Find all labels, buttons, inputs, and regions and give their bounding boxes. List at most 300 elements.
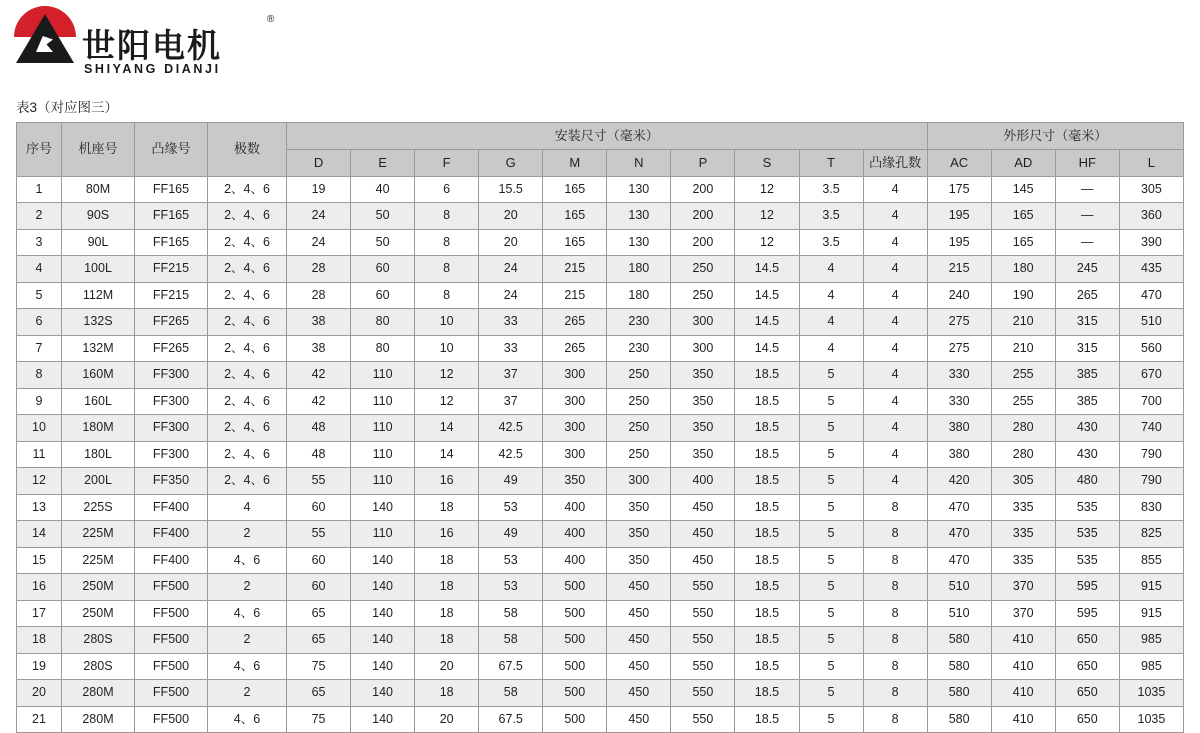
cell-poles: 4 xyxy=(208,494,287,521)
cell-flange-no: FF265 xyxy=(135,309,208,336)
cell-poles: 2、4、6 xyxy=(208,203,287,230)
cell-dim-t: 5 xyxy=(799,388,863,415)
cell-dim-d: 42 xyxy=(287,362,351,389)
cell-dim-p: 350 xyxy=(671,388,735,415)
cell-dim-ad: 165 xyxy=(991,229,1055,256)
cell-dim-ac: 380 xyxy=(927,441,991,468)
header-dim-hf: HF xyxy=(1055,150,1119,177)
cell-seq: 20 xyxy=(17,680,62,707)
cell-dim-l: 305 xyxy=(1119,176,1183,203)
cell-dim-f: 18 xyxy=(415,574,479,601)
cell-dim-g: 53 xyxy=(479,494,543,521)
table-row xyxy=(17,706,1184,733)
cell-dim-m: 500 xyxy=(543,574,607,601)
cell-frame-no: 225M xyxy=(62,547,135,574)
header-dim-ad: AD xyxy=(991,150,1055,177)
cell-dim-t: 5 xyxy=(799,547,863,574)
cell-seq: 19 xyxy=(17,653,62,680)
cell-flange-no: FF500 xyxy=(135,574,208,601)
cell-dim-hf: — xyxy=(1055,229,1119,256)
cell-seq: 5 xyxy=(17,282,62,309)
cell-dim-hf: 650 xyxy=(1055,706,1119,733)
cell-dim-hf: 245 xyxy=(1055,256,1119,283)
cell-dim-p: 550 xyxy=(671,680,735,707)
cell-dim-hf: 315 xyxy=(1055,335,1119,362)
cell-dim-m: 400 xyxy=(543,521,607,548)
cell-dim-s: 18.5 xyxy=(735,468,799,495)
cell-seq: 6 xyxy=(17,309,62,336)
cell-dim-ad: 255 xyxy=(991,388,1055,415)
cell-dim-ac: 275 xyxy=(927,309,991,336)
cell-dim-t: 3.5 xyxy=(799,176,863,203)
cell-frame-no: 250M xyxy=(62,574,135,601)
cell-dim-s: 18.5 xyxy=(735,415,799,442)
cell-dim-ac: 580 xyxy=(927,706,991,733)
cell-dim-f: 14 xyxy=(415,441,479,468)
cell-dim-s: 18.5 xyxy=(735,627,799,654)
table-row xyxy=(17,309,1184,336)
cell-dim-d: 55 xyxy=(287,468,351,495)
cell-dim-g: 58 xyxy=(479,627,543,654)
cell-dim-t: 5 xyxy=(799,680,863,707)
cell-flange-hole-count: 8 xyxy=(863,706,927,733)
header-dim-g: G xyxy=(479,150,543,177)
cell-flange-no: FF300 xyxy=(135,362,208,389)
cell-dim-l: 985 xyxy=(1119,627,1183,654)
cell-flange-hole-count: 4 xyxy=(863,335,927,362)
cell-dim-e: 110 xyxy=(351,388,415,415)
cell-dim-ad: 145 xyxy=(991,176,1055,203)
cell-dim-s: 14.5 xyxy=(735,335,799,362)
cell-dim-g: 42.5 xyxy=(479,415,543,442)
cell-dim-d: 75 xyxy=(287,706,351,733)
table-row xyxy=(17,415,1184,442)
cell-dim-n: 450 xyxy=(607,574,671,601)
cell-dim-m: 300 xyxy=(543,362,607,389)
cell-dim-ad: 210 xyxy=(991,335,1055,362)
cell-dim-hf: 315 xyxy=(1055,309,1119,336)
cell-seq: 2 xyxy=(17,203,62,230)
cell-dim-s: 18.5 xyxy=(735,680,799,707)
cell-dim-d: 38 xyxy=(287,335,351,362)
cell-dim-s: 12 xyxy=(735,229,799,256)
cell-poles: 4、6 xyxy=(208,706,287,733)
cell-seq: 7 xyxy=(17,335,62,362)
cell-dim-p: 200 xyxy=(671,229,735,256)
cell-dim-g: 49 xyxy=(479,468,543,495)
cell-flange-no: FF265 xyxy=(135,335,208,362)
cell-dim-n: 450 xyxy=(607,680,671,707)
cell-poles: 2、4、6 xyxy=(208,309,287,336)
cell-dim-s: 18.5 xyxy=(735,706,799,733)
header-dim-f: F xyxy=(415,150,479,177)
cell-dim-f: 8 xyxy=(415,282,479,309)
cell-dim-e: 140 xyxy=(351,653,415,680)
cell-dim-p: 550 xyxy=(671,627,735,654)
cell-flange-no: FF300 xyxy=(135,388,208,415)
cell-poles: 4、6 xyxy=(208,653,287,680)
cell-dim-n: 350 xyxy=(607,494,671,521)
cell-dim-t: 5 xyxy=(799,362,863,389)
header-dim-p: P xyxy=(671,150,735,177)
cell-dim-g: 53 xyxy=(479,547,543,574)
cell-dim-ad: 210 xyxy=(991,309,1055,336)
cell-dim-s: 18.5 xyxy=(735,494,799,521)
cell-flange-hole-count: 8 xyxy=(863,574,927,601)
cell-dim-n: 250 xyxy=(607,415,671,442)
cell-flange-hole-count: 8 xyxy=(863,494,927,521)
cell-dim-l: 825 xyxy=(1119,521,1183,548)
cell-frame-no: 132S xyxy=(62,309,135,336)
cell-flange-hole-count: 4 xyxy=(863,229,927,256)
cell-frame-no: 180M xyxy=(62,415,135,442)
cell-flange-no: FF500 xyxy=(135,627,208,654)
cell-dim-d: 38 xyxy=(287,309,351,336)
cell-dim-g: 20 xyxy=(479,229,543,256)
cell-dim-g: 67.5 xyxy=(479,653,543,680)
cell-dim-t: 5 xyxy=(799,494,863,521)
cell-dim-f: 8 xyxy=(415,203,479,230)
cell-dim-p: 400 xyxy=(671,468,735,495)
cell-dim-d: 60 xyxy=(287,574,351,601)
table-row xyxy=(17,335,1184,362)
cell-dim-l: 985 xyxy=(1119,653,1183,680)
header-group-outline: 外形尺寸（毫米） xyxy=(927,123,1183,150)
cell-dim-n: 230 xyxy=(607,335,671,362)
cell-dim-t: 5 xyxy=(799,653,863,680)
cell-dim-hf: — xyxy=(1055,203,1119,230)
table-row xyxy=(17,547,1184,574)
cell-dim-d: 48 xyxy=(287,441,351,468)
table-header-row-1 xyxy=(17,123,1184,150)
cell-dim-e: 110 xyxy=(351,415,415,442)
cell-dim-d: 65 xyxy=(287,627,351,654)
cell-dim-p: 550 xyxy=(671,653,735,680)
cell-dim-n: 300 xyxy=(607,468,671,495)
cell-flange-no: FF400 xyxy=(135,547,208,574)
cell-seq: 11 xyxy=(17,441,62,468)
cell-dim-hf: 430 xyxy=(1055,441,1119,468)
cell-dim-e: 60 xyxy=(351,256,415,283)
table-row xyxy=(17,203,1184,230)
cell-dim-f: 6 xyxy=(415,176,479,203)
cell-dim-ad: 190 xyxy=(991,282,1055,309)
cell-flange-hole-count: 8 xyxy=(863,600,927,627)
cell-dim-d: 28 xyxy=(287,256,351,283)
table-body xyxy=(17,176,1184,733)
cell-dim-n: 450 xyxy=(607,627,671,654)
cell-flange-hole-count: 4 xyxy=(863,203,927,230)
cell-dim-m: 300 xyxy=(543,388,607,415)
table-row xyxy=(17,574,1184,601)
cell-dim-l: 740 xyxy=(1119,415,1183,442)
cell-dim-ac: 420 xyxy=(927,468,991,495)
table-caption: 表3（对应图三） xyxy=(16,100,119,115)
cell-dim-p: 450 xyxy=(671,547,735,574)
cell-dim-ac: 510 xyxy=(927,600,991,627)
cell-dim-d: 42 xyxy=(287,388,351,415)
cell-flange-hole-count: 8 xyxy=(863,547,927,574)
logo-mark-icon xyxy=(14,6,76,68)
cell-dim-g: 37 xyxy=(479,388,543,415)
cell-dim-l: 470 xyxy=(1119,282,1183,309)
cell-dim-n: 130 xyxy=(607,203,671,230)
cell-poles: 2、4、6 xyxy=(208,282,287,309)
cell-dim-ac: 215 xyxy=(927,256,991,283)
cell-dim-e: 110 xyxy=(351,468,415,495)
cell-flange-no: FF400 xyxy=(135,494,208,521)
header-dim-m: M xyxy=(543,150,607,177)
cell-dim-ad: 335 xyxy=(991,494,1055,521)
cell-dim-m: 500 xyxy=(543,653,607,680)
table-row xyxy=(17,680,1184,707)
cell-poles: 2 xyxy=(208,574,287,601)
cell-dim-f: 10 xyxy=(415,335,479,362)
cell-dim-f: 12 xyxy=(415,388,479,415)
cell-frame-no: 250M xyxy=(62,600,135,627)
cell-dim-s: 18.5 xyxy=(735,574,799,601)
cell-frame-no: 225S xyxy=(62,494,135,521)
cell-dim-l: 855 xyxy=(1119,547,1183,574)
cell-dim-e: 110 xyxy=(351,521,415,548)
cell-dim-g: 67.5 xyxy=(479,706,543,733)
cell-flange-hole-count: 8 xyxy=(863,680,927,707)
cell-dim-s: 18.5 xyxy=(735,388,799,415)
cell-dim-d: 55 xyxy=(287,521,351,548)
cell-flange-no: FF500 xyxy=(135,706,208,733)
cell-frame-no: 225M xyxy=(62,521,135,548)
cell-dim-f: 14 xyxy=(415,415,479,442)
cell-frame-no: 160L xyxy=(62,388,135,415)
cell-dim-m: 265 xyxy=(543,335,607,362)
cell-flange-no: FF165 xyxy=(135,176,208,203)
cell-dim-ad: 165 xyxy=(991,203,1055,230)
cell-dim-d: 24 xyxy=(287,203,351,230)
cell-dim-g: 58 xyxy=(479,680,543,707)
cell-dim-hf: 650 xyxy=(1055,680,1119,707)
cell-dim-ad: 370 xyxy=(991,600,1055,627)
table-row xyxy=(17,441,1184,468)
cell-dim-s: 18.5 xyxy=(735,600,799,627)
cell-dim-e: 80 xyxy=(351,309,415,336)
cell-dim-f: 12 xyxy=(415,362,479,389)
cell-flange-no: FF300 xyxy=(135,415,208,442)
cell-dim-n: 250 xyxy=(607,388,671,415)
cell-dim-ac: 470 xyxy=(927,494,991,521)
cell-dim-l: 790 xyxy=(1119,468,1183,495)
specification-table xyxy=(16,122,1184,733)
cell-frame-no: 160M xyxy=(62,362,135,389)
cell-dim-e: 80 xyxy=(351,335,415,362)
cell-frame-no: 200L xyxy=(62,468,135,495)
header-dim-d: D xyxy=(287,150,351,177)
cell-dim-n: 450 xyxy=(607,706,671,733)
cell-poles: 4、6 xyxy=(208,547,287,574)
cell-dim-d: 75 xyxy=(287,653,351,680)
cell-dim-m: 165 xyxy=(543,176,607,203)
header-dim-t: T xyxy=(799,150,863,177)
cell-dim-ad: 305 xyxy=(991,468,1055,495)
cell-dim-p: 250 xyxy=(671,282,735,309)
header-poles: 极数 xyxy=(208,123,287,177)
spec-table-wrapper xyxy=(16,122,1184,733)
cell-dim-p: 550 xyxy=(671,600,735,627)
table-row xyxy=(17,600,1184,627)
cell-seq: 10 xyxy=(17,415,62,442)
cell-dim-hf: 430 xyxy=(1055,415,1119,442)
cell-dim-f: 16 xyxy=(415,468,479,495)
cell-flange-no: FF165 xyxy=(135,203,208,230)
cell-seq: 1 xyxy=(17,176,62,203)
cell-dim-hf: 265 xyxy=(1055,282,1119,309)
cell-poles: 2、4、6 xyxy=(208,229,287,256)
cell-dim-p: 200 xyxy=(671,176,735,203)
cell-dim-ac: 470 xyxy=(927,521,991,548)
cell-dim-f: 16 xyxy=(415,521,479,548)
cell-dim-d: 65 xyxy=(287,600,351,627)
cell-frame-no: 280S xyxy=(62,653,135,680)
cell-dim-g: 33 xyxy=(479,335,543,362)
cell-dim-g: 20 xyxy=(479,203,543,230)
cell-dim-t: 4 xyxy=(799,282,863,309)
header-dim-l: L xyxy=(1119,150,1183,177)
cell-seq: 3 xyxy=(17,229,62,256)
cell-dim-n: 250 xyxy=(607,362,671,389)
cell-dim-t: 5 xyxy=(799,441,863,468)
cell-dim-ad: 370 xyxy=(991,574,1055,601)
cell-dim-t: 4 xyxy=(799,309,863,336)
cell-dim-m: 265 xyxy=(543,309,607,336)
cell-dim-f: 18 xyxy=(415,627,479,654)
cell-poles: 2 xyxy=(208,680,287,707)
cell-dim-hf: 385 xyxy=(1055,388,1119,415)
cell-dim-n: 230 xyxy=(607,309,671,336)
cell-dim-e: 110 xyxy=(351,362,415,389)
cell-dim-l: 790 xyxy=(1119,441,1183,468)
cell-dim-t: 4 xyxy=(799,335,863,362)
cell-frame-no: 280S xyxy=(62,627,135,654)
cell-dim-g: 24 xyxy=(479,256,543,283)
header-group-install: 安装尺寸（毫米） xyxy=(287,123,928,150)
cell-dim-ac: 195 xyxy=(927,203,991,230)
cell-dim-g: 53 xyxy=(479,574,543,601)
cell-dim-l: 670 xyxy=(1119,362,1183,389)
cell-dim-p: 550 xyxy=(671,706,735,733)
cell-dim-l: 915 xyxy=(1119,600,1183,627)
cell-dim-hf: 650 xyxy=(1055,653,1119,680)
cell-dim-f: 18 xyxy=(415,494,479,521)
cell-dim-n: 350 xyxy=(607,521,671,548)
cell-dim-s: 18.5 xyxy=(735,441,799,468)
cell-dim-t: 5 xyxy=(799,600,863,627)
cell-frame-no: 100L xyxy=(62,256,135,283)
header-seq: 序号 xyxy=(17,123,62,177)
cell-dim-t: 5 xyxy=(799,415,863,442)
cell-dim-hf: 595 xyxy=(1055,600,1119,627)
cell-dim-f: 8 xyxy=(415,256,479,283)
cell-seq: 14 xyxy=(17,521,62,548)
cell-dim-l: 915 xyxy=(1119,574,1183,601)
cell-dim-g: 49 xyxy=(479,521,543,548)
cell-dim-hf: 535 xyxy=(1055,547,1119,574)
cell-seq: 4 xyxy=(17,256,62,283)
cell-dim-e: 40 xyxy=(351,176,415,203)
cell-flange-no: FF500 xyxy=(135,680,208,707)
cell-dim-ac: 580 xyxy=(927,627,991,654)
table-row xyxy=(17,282,1184,309)
cell-dim-ad: 335 xyxy=(991,521,1055,548)
cell-dim-n: 180 xyxy=(607,256,671,283)
cell-dim-m: 500 xyxy=(543,680,607,707)
table-head xyxy=(17,123,1184,177)
table-row xyxy=(17,229,1184,256)
cell-dim-s: 18.5 xyxy=(735,653,799,680)
table-row xyxy=(17,521,1184,548)
cell-dim-f: 18 xyxy=(415,680,479,707)
cell-dim-n: 450 xyxy=(607,653,671,680)
cell-dim-hf: 535 xyxy=(1055,494,1119,521)
cell-frame-no: 280M xyxy=(62,706,135,733)
cell-frame-no: 80M xyxy=(62,176,135,203)
cell-dim-ac: 580 xyxy=(927,653,991,680)
cell-poles: 2 xyxy=(208,627,287,654)
cell-poles: 2、4、6 xyxy=(208,388,287,415)
cell-dim-ad: 335 xyxy=(991,547,1055,574)
cell-dim-p: 350 xyxy=(671,415,735,442)
cell-frame-no: 280M xyxy=(62,680,135,707)
cell-dim-n: 130 xyxy=(607,176,671,203)
cell-flange-hole-count: 4 xyxy=(863,468,927,495)
cell-dim-g: 58 xyxy=(479,600,543,627)
cell-frame-no: 180L xyxy=(62,441,135,468)
cell-flange-no: FF300 xyxy=(135,441,208,468)
cell-seq: 15 xyxy=(17,547,62,574)
cell-dim-d: 60 xyxy=(287,547,351,574)
table-row xyxy=(17,388,1184,415)
cell-dim-f: 20 xyxy=(415,706,479,733)
cell-dim-s: 18.5 xyxy=(735,362,799,389)
cell-dim-e: 140 xyxy=(351,627,415,654)
cell-dim-l: 700 xyxy=(1119,388,1183,415)
cell-poles: 2 xyxy=(208,521,287,548)
cell-dim-e: 50 xyxy=(351,203,415,230)
cell-dim-ac: 330 xyxy=(927,362,991,389)
cell-dim-ad: 410 xyxy=(991,627,1055,654)
cell-dim-m: 400 xyxy=(543,494,607,521)
cell-dim-g: 15.5 xyxy=(479,176,543,203)
cell-dim-t: 5 xyxy=(799,521,863,548)
cell-dim-m: 165 xyxy=(543,229,607,256)
cell-dim-ac: 330 xyxy=(927,388,991,415)
cell-flange-hole-count: 4 xyxy=(863,176,927,203)
cell-flange-hole-count: 4 xyxy=(863,256,927,283)
cell-dim-e: 110 xyxy=(351,441,415,468)
header-dim-n: N xyxy=(607,150,671,177)
cell-dim-g: 42.5 xyxy=(479,441,543,468)
cell-dim-p: 200 xyxy=(671,203,735,230)
cell-dim-ad: 280 xyxy=(991,415,1055,442)
cell-poles: 2、4、6 xyxy=(208,176,287,203)
cell-dim-s: 18.5 xyxy=(735,521,799,548)
header-dim-s: S xyxy=(735,150,799,177)
cell-dim-m: 500 xyxy=(543,627,607,654)
cell-dim-t: 5 xyxy=(799,706,863,733)
cell-dim-t: 5 xyxy=(799,627,863,654)
cell-dim-n: 180 xyxy=(607,282,671,309)
cell-dim-m: 500 xyxy=(543,600,607,627)
cell-seq: 13 xyxy=(17,494,62,521)
cell-flange-no: FF500 xyxy=(135,653,208,680)
